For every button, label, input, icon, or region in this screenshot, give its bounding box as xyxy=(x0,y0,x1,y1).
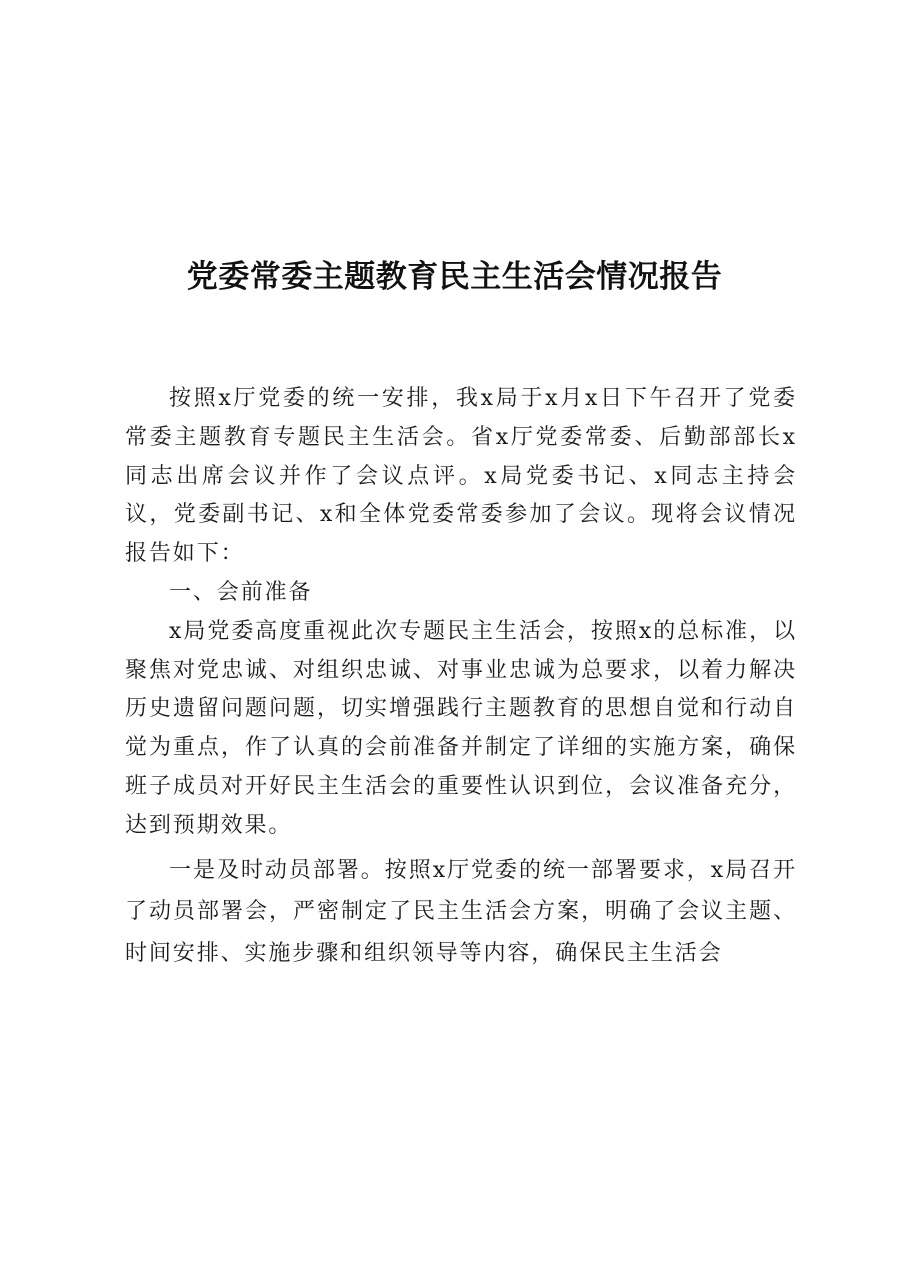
paragraph-mobilization: 一是及时动员部署。按照x厅党委的统一部署要求，x局召开了动员部署会，严密制定了民主生活会方案，明确了会议主题、时间安排、实施步骤和组织领导等内容，确保民主生活会 xyxy=(125,857,797,966)
section-heading-preparation: 一、会前准备 xyxy=(169,579,313,605)
document-body xyxy=(125,380,797,974)
paragraph-preparation: x局党委高度重视此次专题民主生活会，按照x的总标准，以聚焦对党忠诚、对组织忠诚、对事业忠诚为总要求，以着力解决历史遗留问题问题，切实增强践行主题教育的思想自觉和行动自觉为重点，作了认真的会前准备并制定了详细的实施方案，确保班子成员对开好民主生活会的重要性认识到位，会议准备充分，达到预期效果。 xyxy=(125,618,797,838)
document-title: 党委常委主题教育民主生活会情况报告 xyxy=(186,259,723,295)
paragraph-intro: 按照x厅党委的统一安排，我x局于x月x日下午召开了党委常委主题教育专题民主生活会。省x厅党委常委、后勤部部长x同志出席会议并作了会议点评。x局党委书记、x同志主持会议，党委副书记、x和全体党委常委参加了会议。现将会议情况报告如下： xyxy=(125,386,797,567)
